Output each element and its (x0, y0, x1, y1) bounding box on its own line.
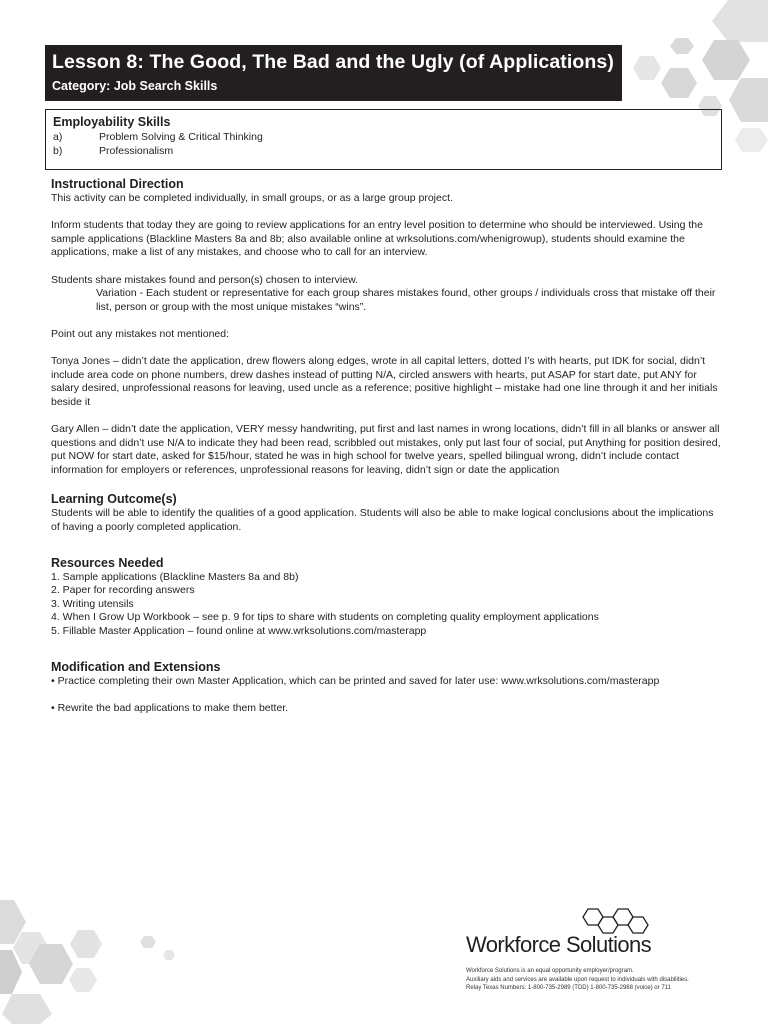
gary-allen-paragraph: Gary Allen – didn’t date the application, VERY messy handwriting, put first and last names in wrong locations, didn’t fill in all blanks or answer all questions and didn’t use N/A to indicate they had been read, scribbled out mistakes, only put last four of social, put Anything for position desired, put NOW for start date, asked for $15/hour, stated he was in high school for twelve years, spelled bilingual wrong, didn’t include contact information for employers or references, unprofessional reasons for leaving, didn’t sign or date the application (51, 423, 721, 476)
instructional-direction-heading: Instructional Direction (51, 177, 184, 191)
skill-label: Professionalism (99, 145, 174, 157)
tonya-jones-paragraph: Tonya Jones – didn’t date the application, drew flowers along edges, wrote in all capital letters, dotted I’s with hearts, put IDK for social, didn’t include area code on phone numbers, drew dashes instead of putting N/A, circled answers with hearts, put ASAP for start date, put ANY for salary desired, unprofessional reasons for leaving, used uncle as a reference; positive highlight – mistake had one line through it and her initials beside it (51, 355, 718, 408)
instructional-paragraph: Students share mistakes found and person(s) chosen to interview. (51, 273, 359, 286)
footer-disclaimer (466, 967, 689, 993)
skill-label: Problem Solving & Critical Thinking (99, 131, 263, 143)
footer-line: Relay Texas Numbers: 1-800-735-2989 (TDD) 1-800-735-2988 (voice) or 711 (466, 985, 671, 992)
resource-item: 3. Writing utensils (51, 597, 134, 610)
variation-paragraph: Variation - Each student or representative for each group shares mistakes found, other groups / individuals cross that mistake off their list, person or group with the most unique mistakes “wins”. (96, 287, 716, 313)
skill-item (53, 130, 721, 144)
modification-heading: Modification and Extensions (51, 659, 221, 674)
footer-line: Auxiliary aids and services are available upon request to individuals with disabilities. (466, 976, 689, 983)
instructional-paragraph: This activity can be completed individually, in small groups, or as a large group project. (51, 192, 453, 204)
lesson-category: Category: Job Search Skills (52, 79, 218, 93)
logo-text: Workforce Solutions (466, 932, 652, 957)
resource-item: 1. Sample applications (Blackline Masters 8a and 8b) (51, 570, 299, 583)
resources-heading: Resources Needed (51, 555, 164, 570)
lesson-header (45, 45, 622, 101)
resource-item: 5. Fillable Master Application – found online at www.wrksolutions.com/masterapp (51, 625, 427, 638)
lesson-title: Lesson 8: The Good, The Bad and the Ugly (of Applications) (52, 51, 614, 73)
employability-skills-box (45, 109, 722, 170)
instructional-paragraph: Point out any mistakes not mentioned: (51, 327, 230, 340)
skill-letter: a) (53, 131, 63, 143)
learning-outcome-text: Students will be able to identify the qualities of a good application. Students will also be able to make logical conclusions about the implications of having a poorly completed application. (51, 507, 714, 534)
footer-line: Workforce Solutions is an equal opportunity employer/program. (466, 968, 634, 974)
lesson-content (51, 176, 721, 729)
resource-item: 4. When I Grow Up Workbook – see p. 9 for tips to share with students on completing quality employment applications (51, 611, 599, 624)
resource-item: 2. Paper for recording answers (51, 584, 195, 597)
modification-item: • Practice completing their own Master Application, which can be printed and saved for later use: www.wrksolutions.com/masterapp (51, 674, 660, 687)
learning-outcome-heading: Learning Outcome(s) (51, 492, 177, 507)
skill-letter: b) (53, 145, 63, 157)
employability-heading: Employability Skills (53, 115, 171, 129)
modification-item: • Rewrite the bad applications to make them better. (51, 701, 289, 714)
instructional-paragraph: Inform students that today they are going to review applications for an entry level position to determine who should be interviewed. Using the sample applications (Blackline Masters 8a and 8b; also available online at wrksolutions.com/whenigrowup), students should examine the applications, make a list of any mistakes, and choose who to call for an interview. (51, 219, 703, 259)
skill-item (53, 144, 721, 158)
